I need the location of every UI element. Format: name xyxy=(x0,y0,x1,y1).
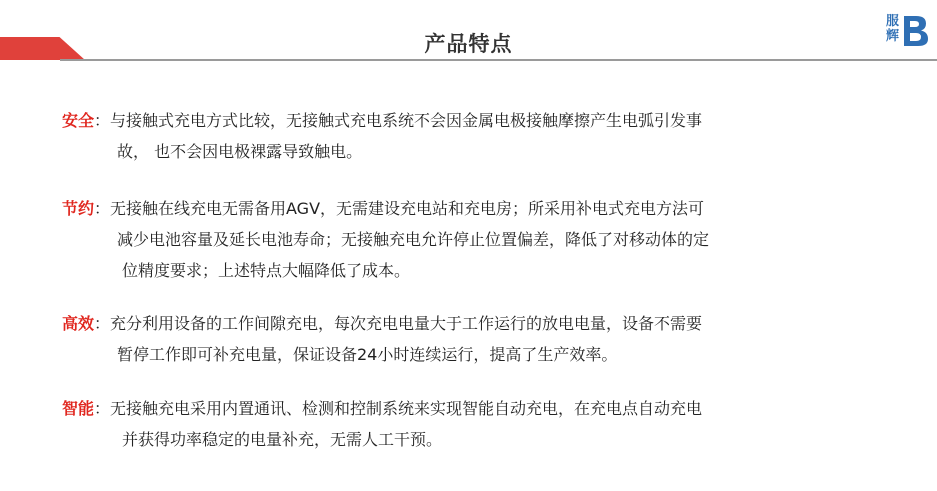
feature-intelligence xyxy=(62,393,822,455)
page-title: 产品特点 xyxy=(424,32,513,56)
feature-text: ：与接触式充电方式比较，无接触式充电系统不会因金属电极接触摩擦产生电弧引发事 xyxy=(94,111,703,130)
feature-text: 位精度要求；上述特点大幅降低了成本。 xyxy=(122,261,411,280)
logo-b-icon xyxy=(900,14,930,48)
feature-label: 安全 xyxy=(62,111,95,130)
feature-label: 节约 xyxy=(62,199,95,218)
logo-char-1: 服 xyxy=(886,14,900,29)
feature-text: 减少电池容量及延长电池寿命；无接触充电允许停止位置偏差，降低了对移动体的定 xyxy=(117,230,710,249)
feature-saving xyxy=(62,193,822,286)
feature-text: ：充分利用设备的工作间隙充电，每次充电电量大于工作运行的放电电量，设备不需要 xyxy=(94,314,703,333)
feature-text: 并获得功率稳定的电量补充，无需人工干预。 xyxy=(122,430,443,449)
feature-text: 暂停工作即可补充电量，保证设备24小时连续运行，提高了生产效率。 xyxy=(117,345,618,364)
feature-label: 智能 xyxy=(62,399,95,418)
company-logo xyxy=(886,14,932,50)
feature-text: ：无接触在线充电无需备用AGV，无需建设充电站和充电房；所采用补电式充电方法可 xyxy=(94,199,705,218)
feature-text: 故， 也不会因电极裸露导致触电。 xyxy=(117,142,363,161)
feature-label: 高效 xyxy=(62,314,95,333)
page-header xyxy=(0,0,937,62)
logo-char-2: 辉 xyxy=(886,29,900,44)
feature-text: ：无接触充电采用内置通讯、检测和控制系统来实现智能自动充电，在充电点自动充电 xyxy=(94,399,703,418)
feature-efficiency xyxy=(62,308,822,370)
feature-safety xyxy=(62,105,822,167)
header-divider xyxy=(60,59,937,61)
